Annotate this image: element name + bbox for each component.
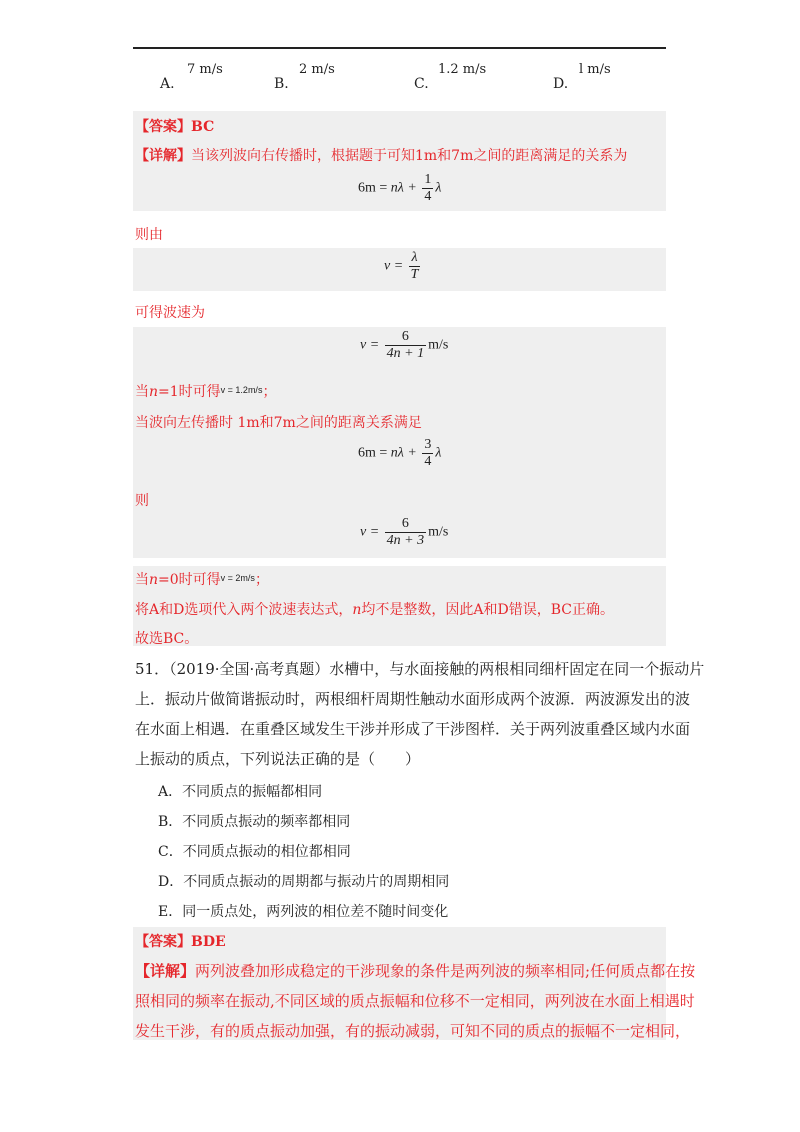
detail-2-line-3: 发生干涉，有的质点振动加强，有的振动减弱，可知不同的质点的振幅不一定相同， xyxy=(135,1022,691,1040)
question-51-line-1: 51．（2019·全国·高考真题）水槽中，与水面接触的两根相同细杆固定在同一个振动片 xyxy=(135,660,705,678)
question-51-line-2: 上．振动片做简谐振动时，两根细杆周期性触动水面形成两个波源．两波源发出的波 xyxy=(135,690,691,708)
equation-5: v = $\frac{6}{4n + 3}$ m/s xyxy=(360,516,449,548)
question-51-option-c: C．不同质点振动的相位都相同 xyxy=(158,844,351,860)
line-n0: 当n=0时可得$^{v = 2m/s}$； xyxy=(135,572,269,588)
detail-2-line-2: 照相同的频率在振动,不同区域的质点振幅和位移不一定相同，两列波在水面上相遇时 xyxy=(135,992,695,1010)
question-51-option-e: E．同一质点处，两列波的相位差不随时间变化 xyxy=(158,904,449,920)
question-51-line-3: 在水面上相遇．在重叠区域发生干涉并形成了干涉图样．关于两列波重叠区域内水面 xyxy=(135,720,691,738)
text-zeyou: 则由 xyxy=(135,227,163,243)
header-rule xyxy=(133,47,666,49)
question-51-line-4: 上振动的质点，下列说法正确的是（ ） xyxy=(135,750,421,768)
line-left-propagation: 当波向左传播时 1m和7m之间的距离关系满足 xyxy=(135,415,422,431)
answer-line-2: 【答案】BDE xyxy=(135,934,226,950)
equation-4: 6m = nλ + $\frac{3}{4}$ λ xyxy=(358,437,442,469)
equation-3: v = $\frac{6}{4n + 1}$ m/s xyxy=(360,329,449,361)
question-51-option-b: B．不同质点振动的频率都相同 xyxy=(158,814,351,830)
question-51-option-a: A．不同质点的振幅都相同 xyxy=(158,784,323,800)
line-choose: 故选BC。 xyxy=(135,631,199,647)
line-n1: 当n=1时可得$^{v = 1.2m/s}$； xyxy=(135,384,277,400)
equation-2: v = $\frac{\lambda}{T}$ xyxy=(384,250,419,282)
detail-line-1: 【详解】当该列波向右传播时，根据题于可知1m和7m之间的距离满足的关系为 xyxy=(135,148,628,164)
answer-line-1: 【答案】BC xyxy=(135,119,215,135)
text-kede: 可得波速为 xyxy=(135,305,205,321)
line-substitute: 将A和D选项代入两个波速表达式，n均不是整数，因此A和D错误，BC正确。 xyxy=(135,602,614,618)
detail-2-line-1: 【详解】两列波叠加形成稳定的干涉现象的条件是两列波的频率相同;任何质点都在按 xyxy=(135,962,696,980)
question-51-option-d: D．不同质点振动的周期都与振动片的周期相同 xyxy=(158,874,450,890)
equation-1: 6m = nλ + $\frac{1}{4}$ λ xyxy=(358,172,442,204)
text-ze: 则 xyxy=(135,493,149,509)
